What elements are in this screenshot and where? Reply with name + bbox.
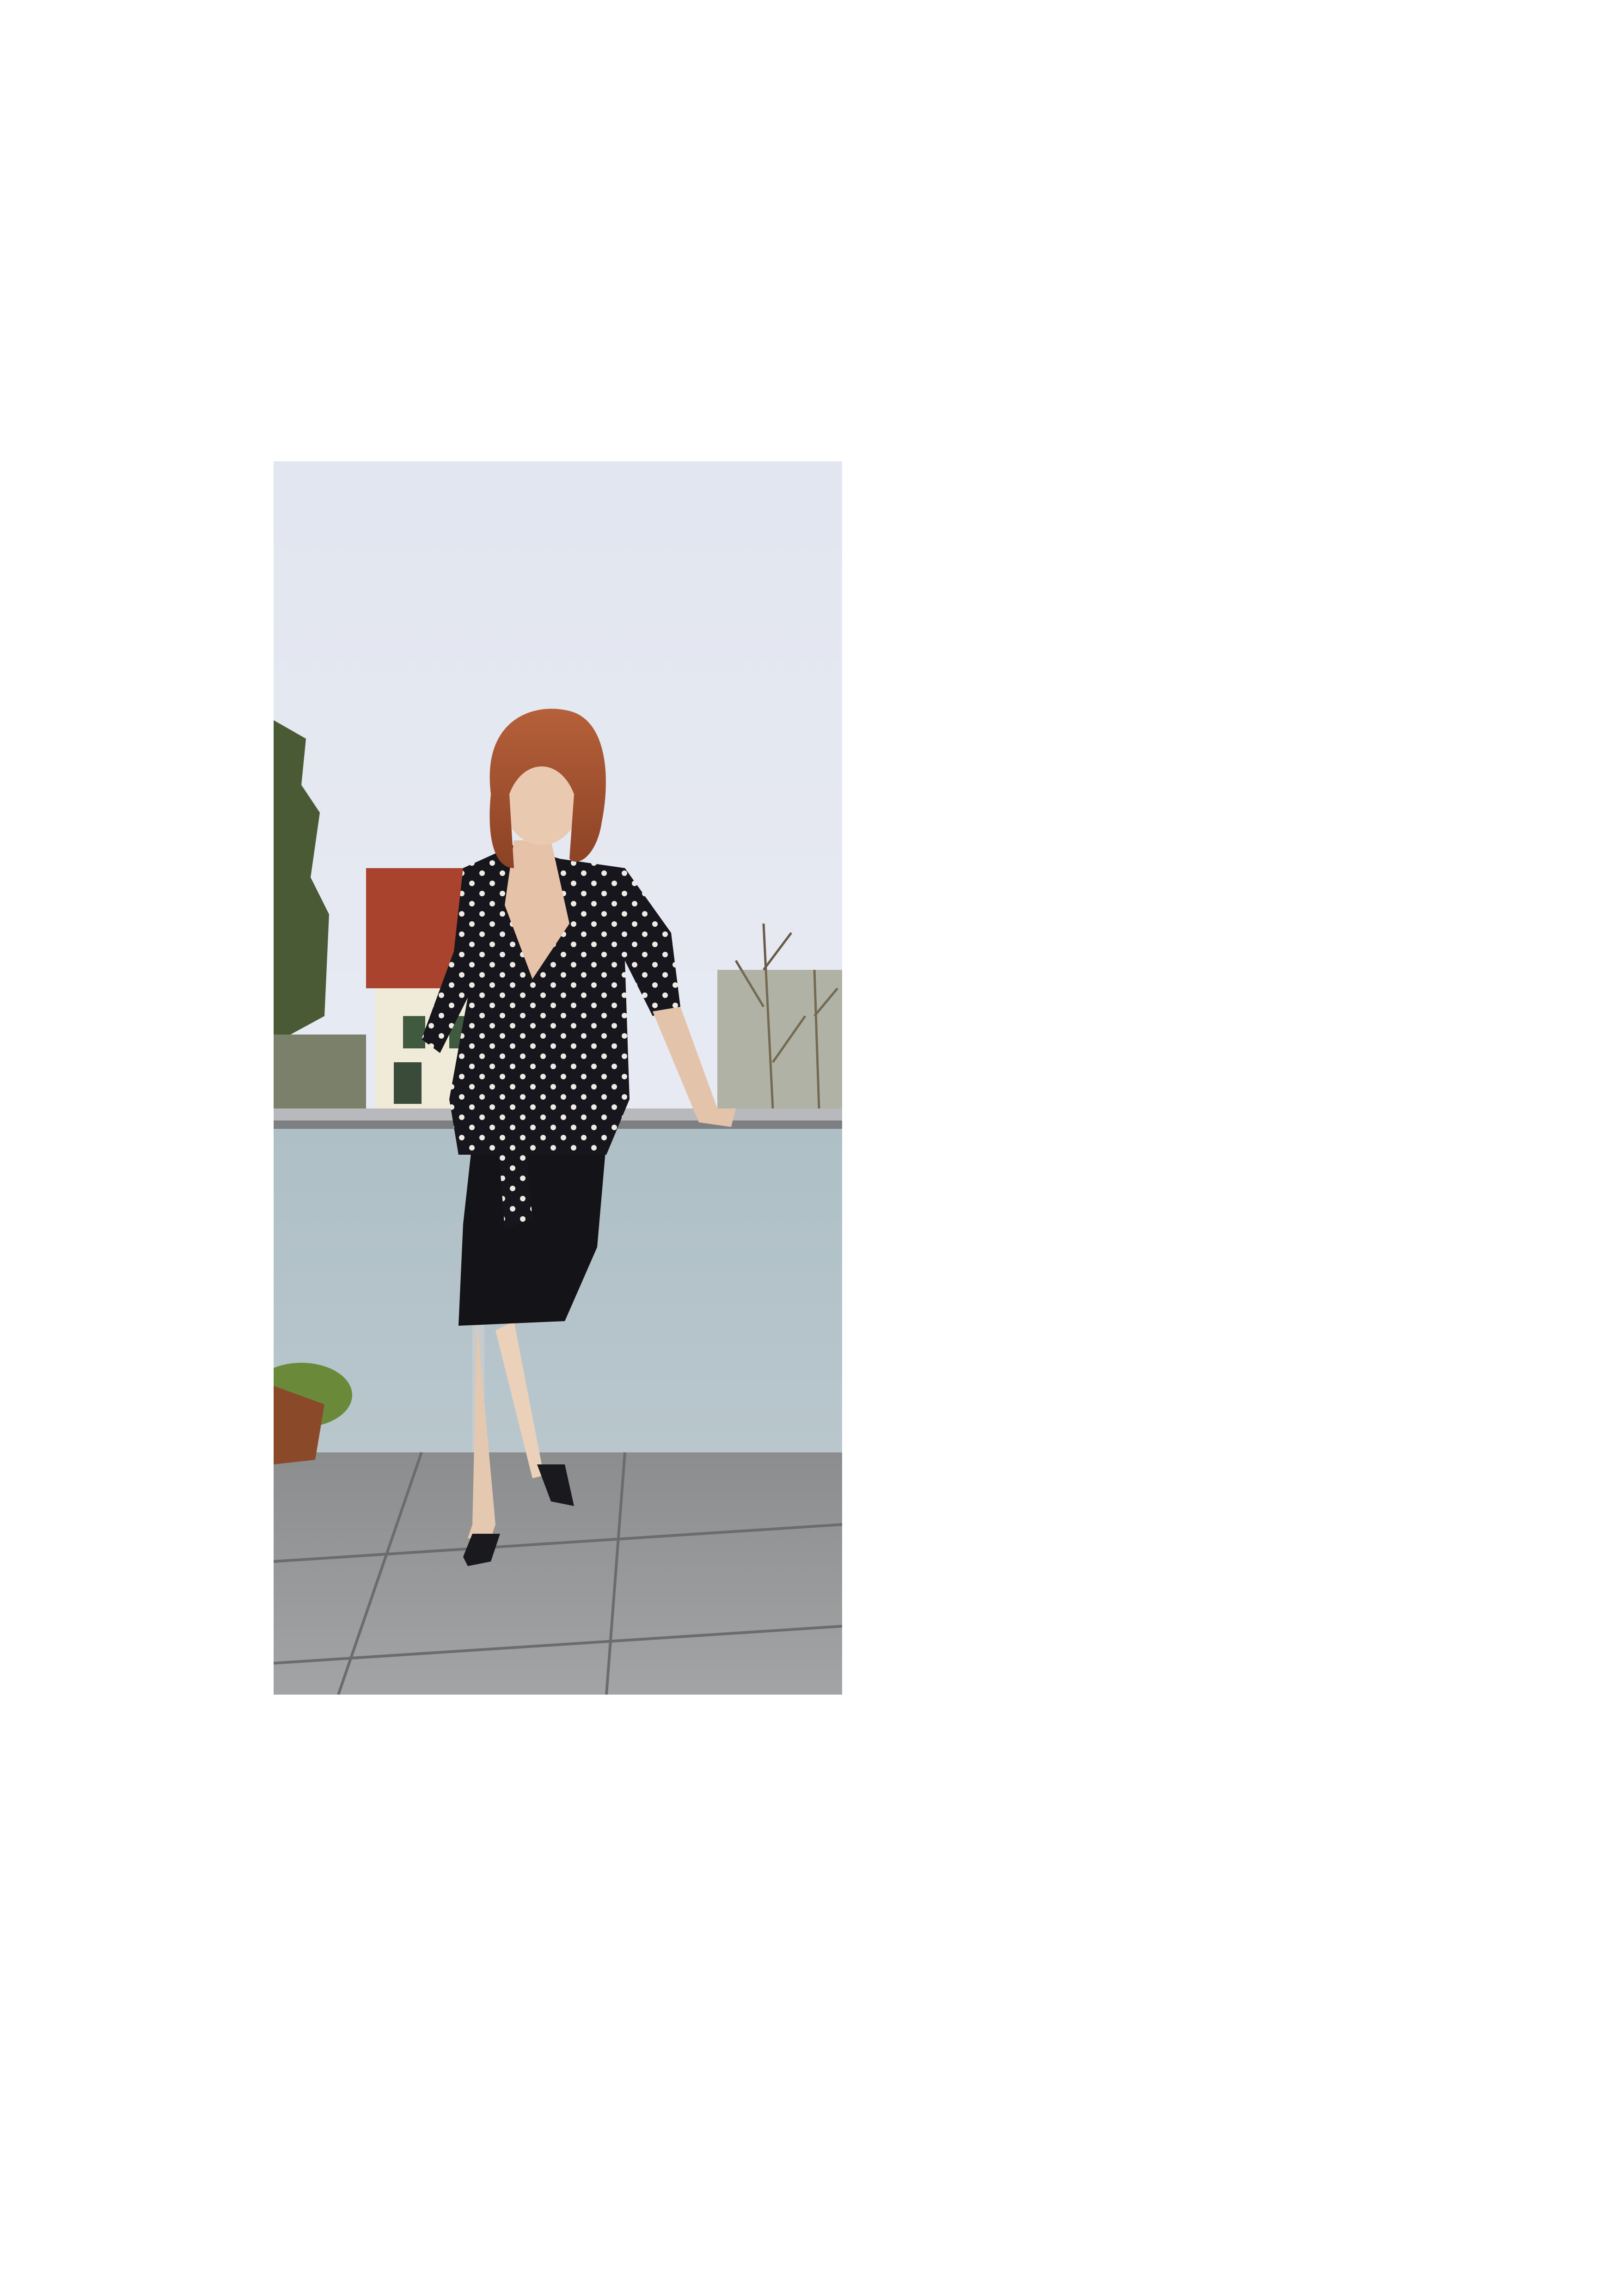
photo-woman-on-balcony — [274, 461, 842, 1695]
